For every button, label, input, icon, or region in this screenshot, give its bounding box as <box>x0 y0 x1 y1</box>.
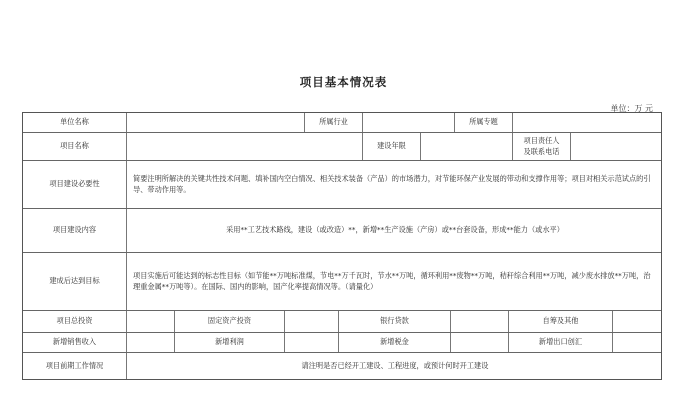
unit-note: 单位：万 元 <box>610 104 653 113</box>
table-row-preparation <box>23 353 661 379</box>
project-name-value[interactable] <box>127 133 363 160</box>
tax-label: 新增税金 <box>339 333 451 352</box>
goals-label: 建成后达到目标 <box>23 253 127 310</box>
necessity-content[interactable]: 简要注明所解决的关键共性技术问题、填补国内空白情况、相关技术装备（产品）的市场潜力，对节能环保产业发展的带动和支撑作用等；项目对相关示范试点的引导、带动作用等。 <box>133 174 651 194</box>
table-row-goals <box>23 253 661 311</box>
profit-label: 新增利润 <box>175 333 285 352</box>
contact-label-line1: 项目责任人 <box>523 136 560 146</box>
sales-label: 新增销售收入 <box>23 333 127 352</box>
table-row-scope <box>23 209 661 253</box>
fixed-asset-value[interactable] <box>285 311 339 332</box>
preparation-label: 项目前期工作情况 <box>23 353 127 379</box>
scope-content[interactable]: 采用**工艺技术路线，建设（或改造）**，新增**生产设施（产房）或**台套设备，形成**能力（或水平） <box>226 225 564 235</box>
industry-value[interactable] <box>363 113 455 132</box>
necessity-label: 项目建设必要性 <box>23 161 127 208</box>
contact-value[interactable] <box>571 133 663 160</box>
goals-content[interactable]: 项目实施后可能达到的标志性目标（如节能**万吨标准煤，节电**万千瓦时，节水**万吨，循环利用**废物**万吨，秸秆综合利用**万吨，减少废水排放**万吨，治理重金属**万吨等）。在国际、国内的影响，国产化率提高情况等。（请量化） <box>133 271 651 291</box>
fixed-asset-label: 固定资产投资 <box>175 311 285 332</box>
investment-value[interactable] <box>127 311 175 332</box>
period-label: 建设年限 <box>363 133 421 160</box>
bank-loan-value[interactable] <box>451 311 509 332</box>
export-value[interactable] <box>613 333 663 352</box>
industry-label: 所属行业 <box>305 113 363 132</box>
self-raised-value[interactable] <box>613 311 663 332</box>
preparation-content[interactable]: 请注明是否已经开工建设、工程进度，或预计何时开工建设 <box>301 360 489 370</box>
export-label: 新增出口创汇 <box>509 333 613 352</box>
project-info-table <box>22 112 662 380</box>
unit-name-value[interactable] <box>127 113 305 132</box>
topic-value[interactable] <box>513 113 663 132</box>
table-row-necessity <box>23 161 661 209</box>
table-row-unit-name <box>23 113 661 133</box>
table-row-project-name <box>23 133 661 161</box>
contact-label <box>513 133 571 160</box>
contact-label-line2: 及联系电话 <box>523 146 560 156</box>
scope-label: 项目建设内容 <box>23 209 127 252</box>
bank-loan-label: 银行贷款 <box>339 311 451 332</box>
table-row-sales <box>23 333 661 353</box>
profit-value[interactable] <box>285 333 339 352</box>
self-raised-label: 自筹及其他 <box>509 311 613 332</box>
period-value[interactable] <box>421 133 513 160</box>
sales-value[interactable] <box>127 333 175 352</box>
table-row-investment <box>23 311 661 333</box>
investment-label: 项目总投资 <box>23 311 127 332</box>
unit-name-label: 单位名称 <box>23 113 127 132</box>
topic-label: 所属专题 <box>455 113 513 132</box>
form-title: 项目基本情况表 <box>299 75 388 89</box>
project-name-label: 项目名称 <box>23 133 127 160</box>
tax-value[interactable] <box>451 333 509 352</box>
